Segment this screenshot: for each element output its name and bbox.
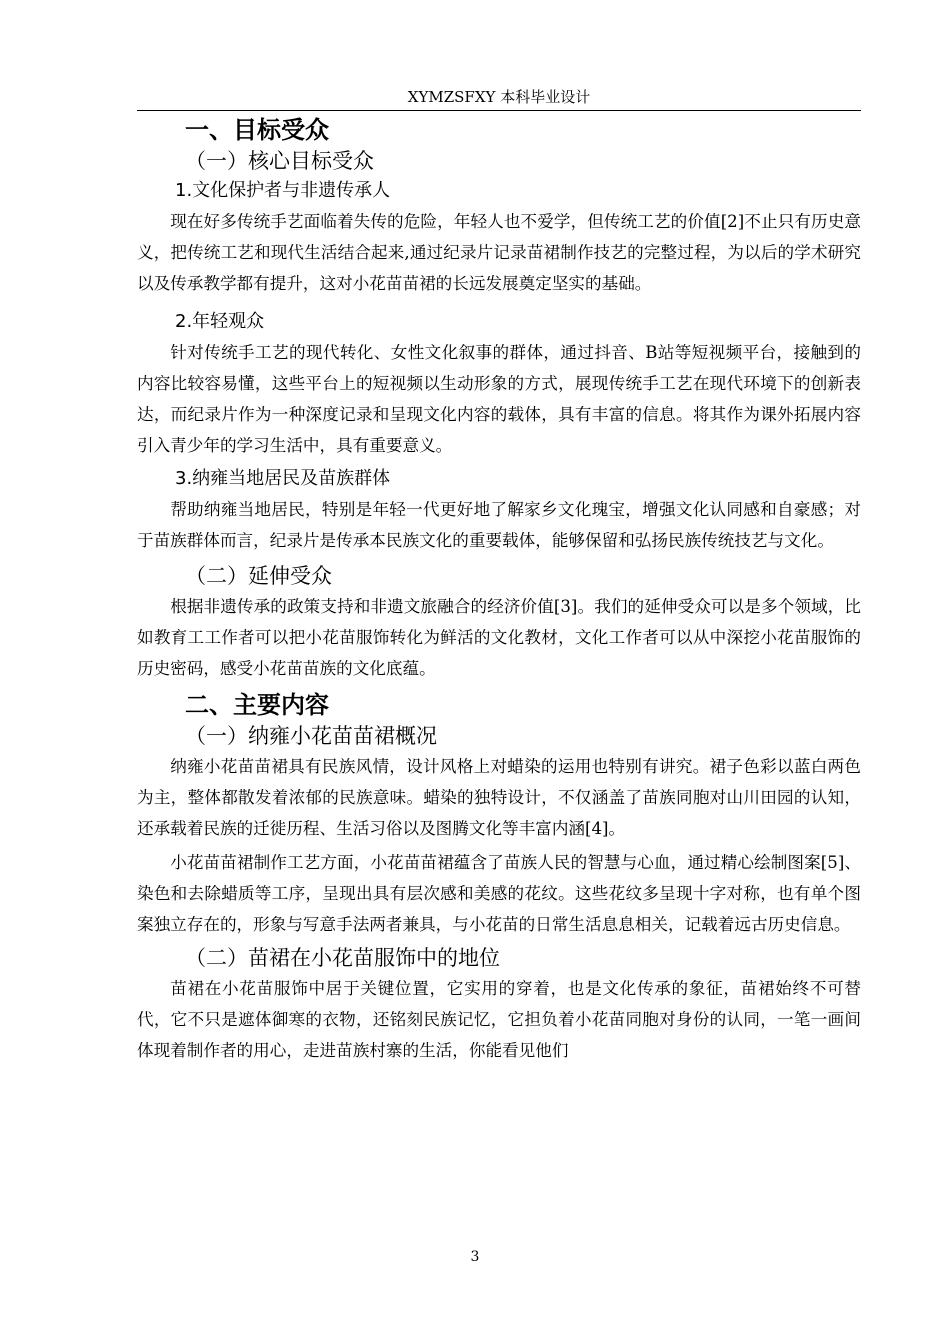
subsection-heading-core-audience: （一）核心目标受众	[185, 149, 374, 173]
paragraph: 苗裙在小花苗服饰中居于关键位置，它实用的穿着，也是文化传承的象征，苗裙始终不可替代，它不只是遮体御寒的衣物，还铭刻民族记忆，它担负着小花苗同胞对身份的认同，一笔一画间体现着制作者的用心，走进苗族村寨的生活，你能看见他们	[137, 979, 861, 1060]
paragraph: 现在好多传统手艺面临着失传的危险，年轻人也不爱学，但传统工艺的价值[2]不止只有历史意义，把传统工艺和现代生活结合起来,通过纪录片记录苗裙制作技艺的完整过程，为以后的学术研究以及传承教学都有提升，这对小花苗苗裙的长远发展奠定坚实的基础。	[137, 212, 861, 293]
page-number: 3	[470, 1249, 480, 1265]
paragraph: 针对传统手工艺的现代转化、女性文化叙事的群体，通过抖音、B站等短视频平台，接触到的内容比较容易懂，这些平台上的短视频以生动形象的方式，展现传统手工艺在现代环境下的创新表达，而纪录片作为一种深度记录和呈现文化内容的载体，具有丰富的信息。将其作为课外拓展内容引入青少年的学习生活中，具有重要意义。	[137, 343, 861, 455]
header-rule	[137, 110, 861, 111]
running-header: XYMZSFXY 本科毕业设计	[407, 88, 591, 106]
paragraph: 纳雍小花苗苗裙具有民族风情，设计风格上对蜡染的运用也特别有讲究。裙子色彩以蓝白两色为主，整体都散发着浓郁的民族意味。蜡染的独特设计，不仅涵盖了苗族同胞对山川田园的认知，还承载着民族的迁徙历程、生活习俗以及图腾文化等丰富内涵[4]。	[137, 757, 861, 838]
paragraph: 小花苗苗裙制作工艺方面，小花苗苗裙蕴含了苗族人民的智慧与心血，通过精心绘制图案[5]、染色和去除蜡质等工序，呈现出具有层次感和美感的花纹。这些花纹多呈现十字对称，也有单个图案独立存在的，形象与写意手法两者兼具，与小花苗的日常生活息息相关，记载着远古历史信息。	[137, 853, 861, 934]
subsection-heading-skirt-status: （二）苗裙在小花苗服饰中的地位	[185, 946, 500, 970]
item-heading-culture-protectors: 1.文化保护者与非遗传承人	[175, 180, 391, 201]
item-heading-young-audience: 2.年轻观众	[175, 311, 265, 332]
item-heading-local-residents: 3.纳雍当地居民及苗族群体	[175, 468, 391, 489]
page-body	[137, 114, 861, 1066]
paragraph: 根据非遗传承的政策支持和非遗文旅融合的经济价值[3]。我们的延伸受众可以是多个领域，比如教育工工作者可以把小花苗服饰转化为鲜活的文化教材，文化工作者可以从中深挖小花苗服饰的历史密码，感受小花苗苗族的文化底蕴。	[137, 597, 861, 678]
subsection-heading-skirt-overview: （一）纳雍小花苗苗裙概况	[185, 724, 437, 748]
subsection-heading-extended-audience: （二）延伸受众	[185, 564, 332, 588]
paragraph: 帮助纳雍当地居民，特别是年轻一代更好地了解家乡文化瑰宝，增强文化认同感和自豪感；对于苗族群体而言，纪录片是传承本民族文化的重要载体，能够保留和弘扬民族传统技艺与文化。	[137, 500, 861, 550]
section-heading-main-content: 二、主要内容	[185, 691, 329, 719]
section-heading-target-audience: 一、目标受众	[185, 116, 329, 144]
